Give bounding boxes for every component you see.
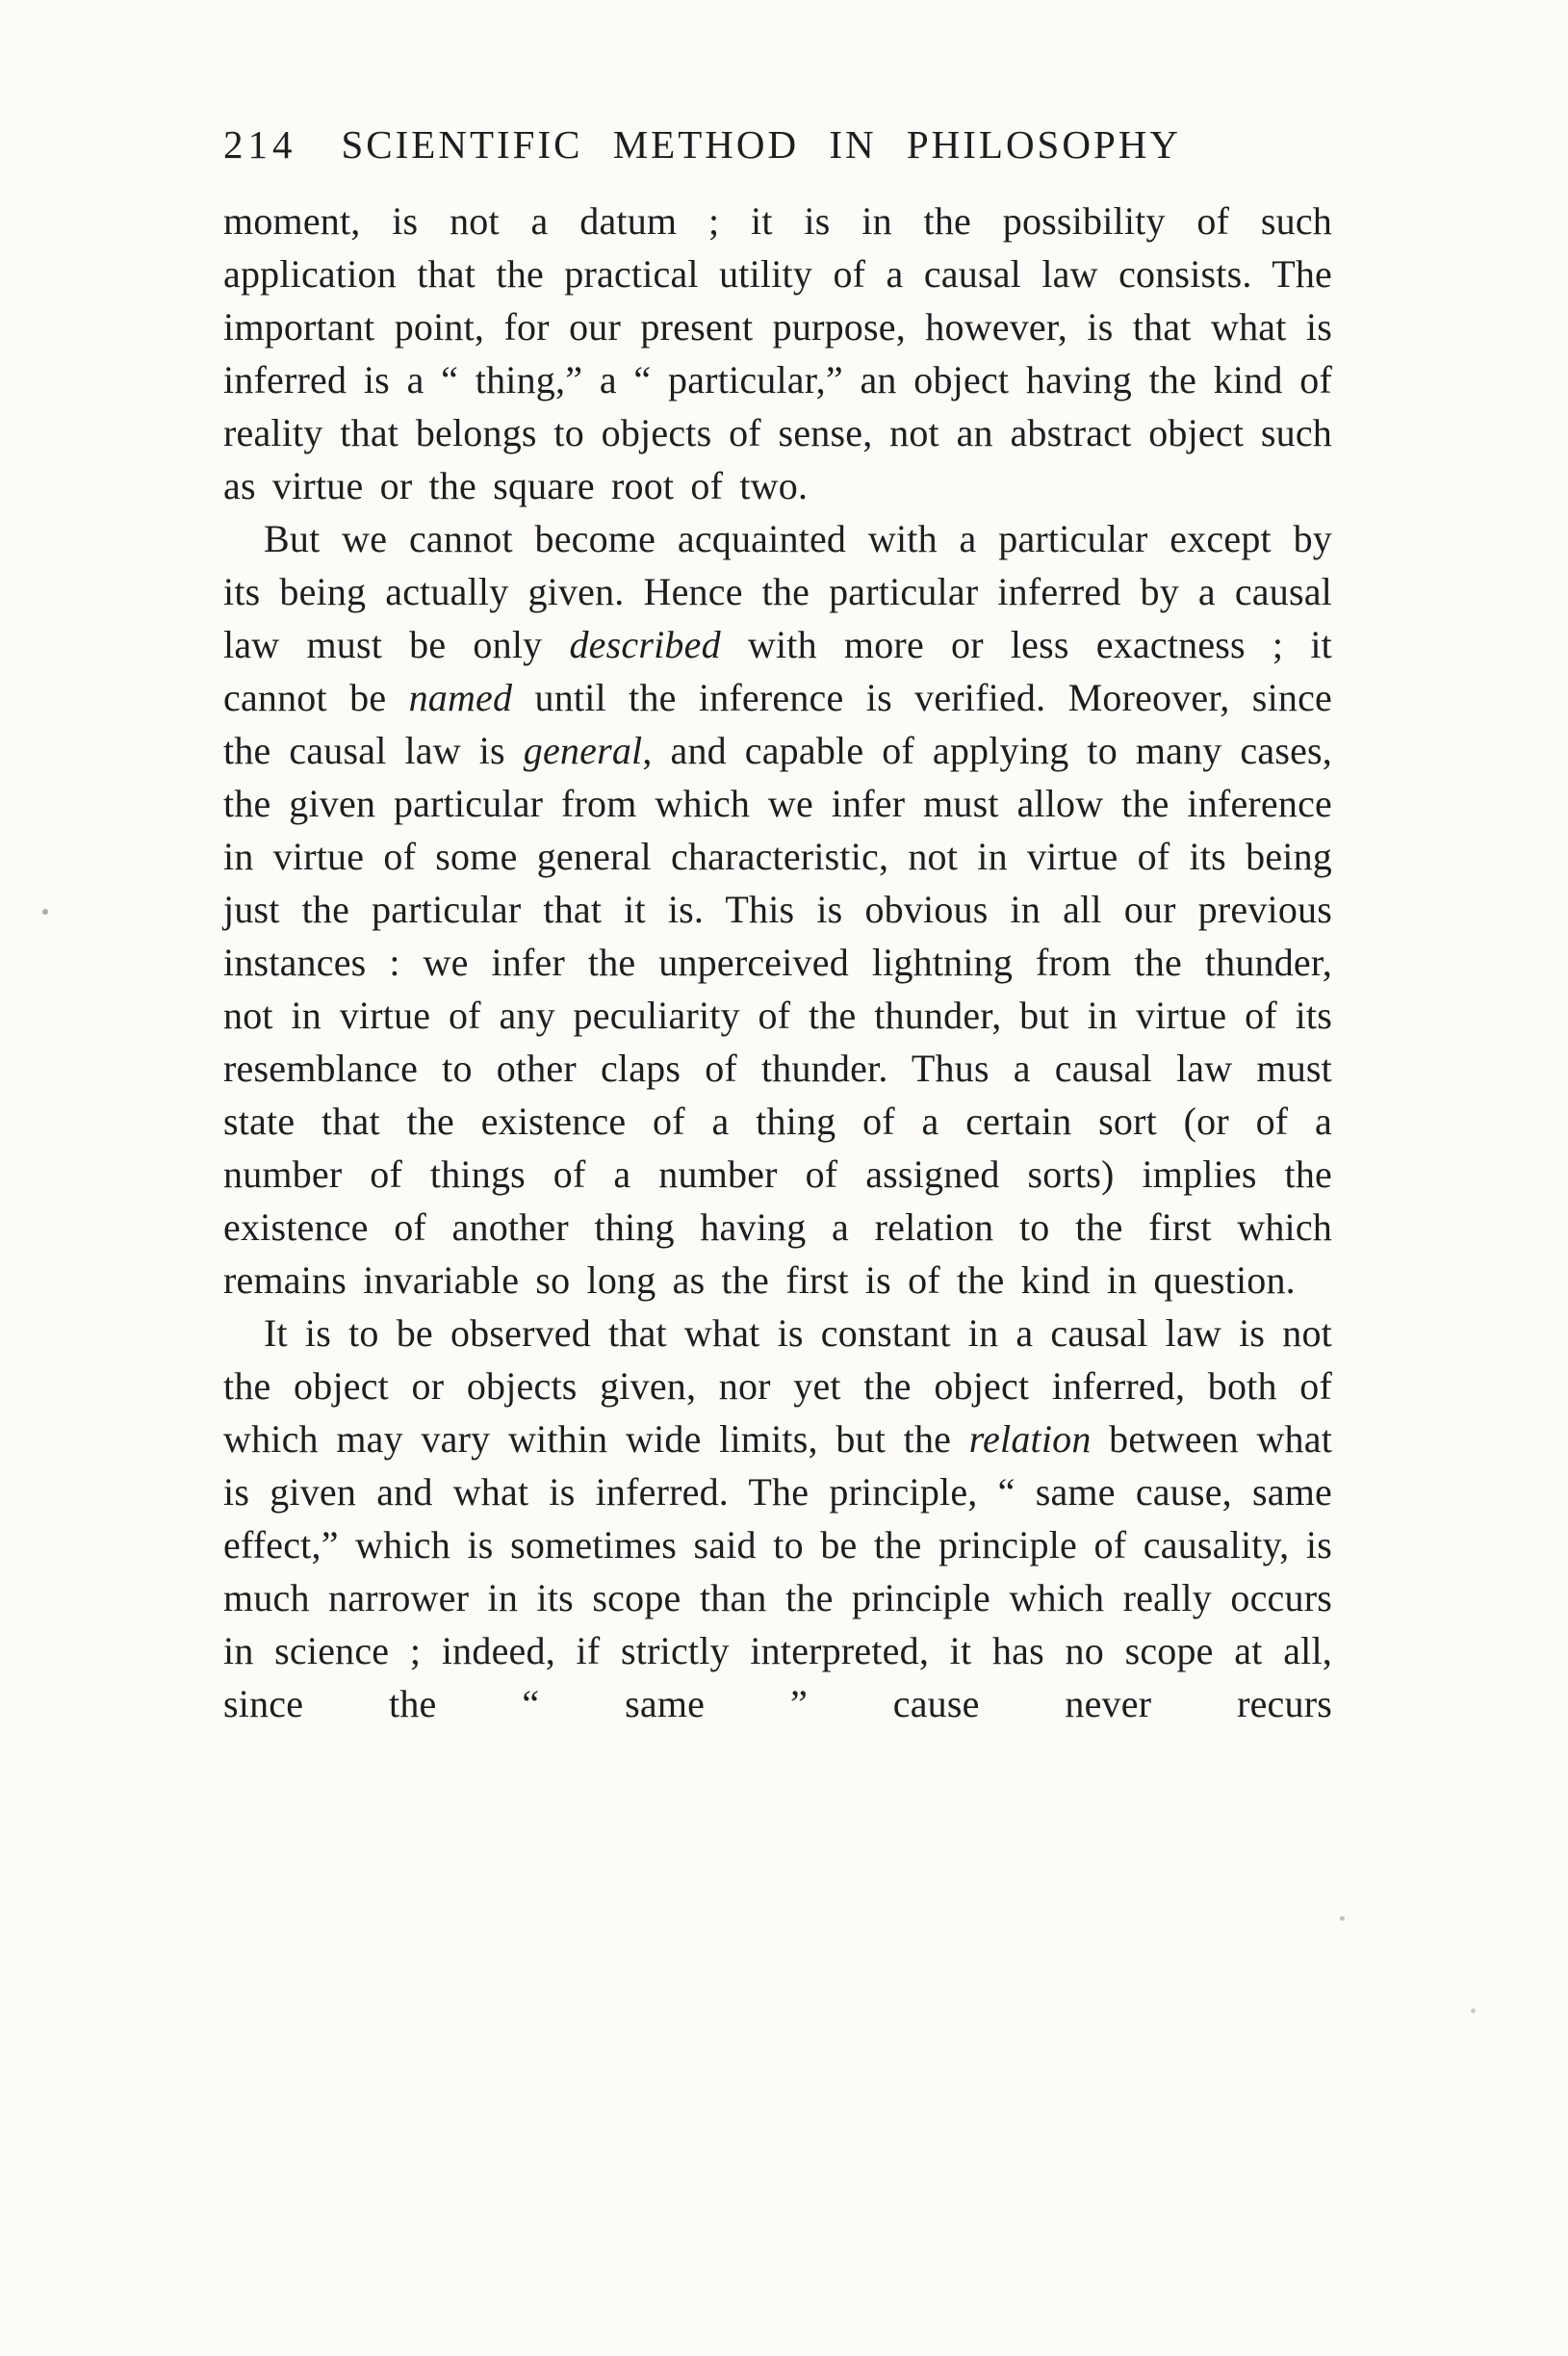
text-run: between what is given and what is inferred. The principle, “ same cause, same effect,” which is sometimes said to be the principle of causality, is much narrower in its scope than the principle which really occurs in science ; indeed, if strictly interpreted, it has no scope at all, since the “ same ” cause never recurs	[223, 1417, 1333, 1725]
text-run: with more or less exactness ; it cannot be	[223, 623, 1332, 719]
scan-speck	[42, 909, 48, 915]
scan-speck	[1471, 2008, 1476, 2013]
page-body	[223, 194, 1332, 1730]
running-title: SCIENTIFIC METHOD IN PHILOSOPHY	[341, 122, 1181, 167]
text-run: , and capable of applying to many cases, the given particular from which we infer must allow the inference in virtue of some general characteristic, not in virtue of its being just the particular that it is. This is obvious in all our previous instances : we infer the unperceived lightning from the thunder, not in virtue of any peculiarity of the thunder, but in virtue of its resemblance to other claps of thunder. Thus a causal law must state that the existence of a thing of a certain sort (or of a number of things of a number of assigned sorts) implies the existence of another thing having a relation to the first which remains invariable so long as the first is of the kind in question.	[223, 729, 1333, 1302]
text-run: But we cannot become acquainted with a particular except by its being actually given. Hence the particular inferred by a causal law must be only	[223, 517, 1332, 666]
paragraph-1	[223, 194, 1332, 512]
italic-term-relation: relation	[968, 1417, 1092, 1461]
paragraph-3	[223, 1307, 1332, 1730]
text-run: It is to be observed that what is constant in a causal law is not the object or objects given, nor yet the object inferred, both of which may vary within wide limits, but the	[223, 1311, 1332, 1461]
scan-speck	[1340, 1916, 1345, 1921]
page-number: 214	[223, 122, 297, 167]
text-block	[223, 121, 1332, 1730]
text-run: until the inference is verified. Moreover, since the causal law is	[223, 676, 1332, 772]
italic-term-described: described	[569, 623, 721, 666]
italic-term-named: named	[408, 676, 513, 719]
italic-term-general: general	[523, 729, 643, 772]
page-header	[223, 121, 1332, 168]
paragraph-2	[223, 512, 1332, 1307]
text-run: moment, is not a datum ; it is in the possibility of such application that the practical utility of a causal law consists. The important point, for our present purpose, however, is that what is inferred is a “ thing,” a “ particular,” an object having the kind of reality that belongs to objects of sense, not an abstract object such as virtue or the square root of two.	[223, 199, 1332, 507]
